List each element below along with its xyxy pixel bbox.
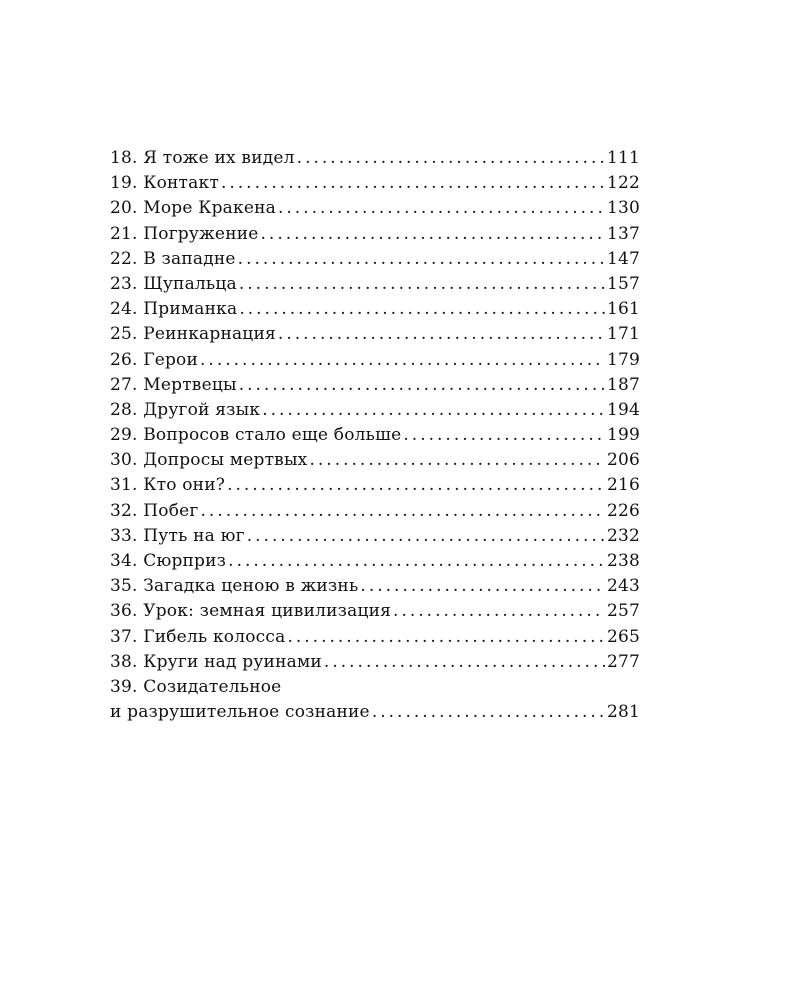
toc-entry xyxy=(110,322,640,347)
toc-entry-page: 265 xyxy=(606,626,640,647)
toc-entry-title: 35. Загадка ценою в жизнь xyxy=(110,576,359,597)
toc-entry-page: 199 xyxy=(606,425,640,446)
toc-entry xyxy=(110,398,640,423)
toc-entry-page: 122 xyxy=(606,173,640,194)
toc-entry-title: 30. Допросы мертвых xyxy=(110,450,308,471)
toc-entry-page: 179 xyxy=(606,349,640,370)
toc-entry xyxy=(110,348,640,373)
dot-leader xyxy=(262,398,605,423)
toc-entry-title: 26. Герои xyxy=(110,349,199,370)
toc-entry-page: 137 xyxy=(606,223,640,244)
toc-entry-title: 36. Урок: земная цивилизация xyxy=(110,601,392,622)
toc-entry xyxy=(110,448,640,473)
toc-entry-page: 216 xyxy=(606,475,640,496)
toc-entry xyxy=(110,499,640,524)
toc-entry xyxy=(110,146,640,171)
toc-entry-title: 21. Погружение xyxy=(110,223,259,244)
toc-entry-title: 32. Побег xyxy=(110,500,199,521)
toc-entry-title: 31. Кто они? xyxy=(110,475,226,496)
toc-entry xyxy=(110,297,640,322)
dot-leader xyxy=(247,524,605,549)
toc-entry-title: 33. Путь на юг xyxy=(110,525,245,546)
toc-entry xyxy=(110,625,640,650)
toc-entry xyxy=(110,423,640,448)
toc-entry-page: 157 xyxy=(606,273,640,294)
toc-entry-title: 20. Море Кракена xyxy=(110,198,276,219)
toc-entry-title: 27. Мертвецы xyxy=(110,374,237,395)
dot-leader xyxy=(239,373,605,398)
dot-leader xyxy=(227,473,605,498)
toc-entry xyxy=(110,196,640,221)
toc-entry xyxy=(110,171,640,196)
toc-entry-title: 34. Сюрприз xyxy=(110,551,227,571)
toc-entry-title: 23. Щупальца xyxy=(110,273,237,294)
toc-entry-title: 29. Вопросов стало еще больше xyxy=(110,425,402,446)
toc-entry xyxy=(110,599,640,624)
table-of-contents xyxy=(110,146,640,725)
toc-entry xyxy=(110,650,640,675)
toc-entry-page: 243 xyxy=(606,576,640,597)
toc-entry-page: 206 xyxy=(606,450,640,471)
dot-leader xyxy=(287,625,604,650)
toc-entry-page: 111 xyxy=(606,148,640,168)
toc-entry-title: 22. В западне xyxy=(110,248,236,269)
toc-entry-page: 130 xyxy=(606,198,640,219)
toc-entry-page: 161 xyxy=(606,299,640,320)
toc-entry xyxy=(110,549,640,574)
toc-entry-title: 38. Круги над руинами xyxy=(110,651,322,672)
toc-entry-title: 37. Гибель колосса xyxy=(110,626,286,647)
dot-leader xyxy=(309,448,604,473)
dot-leader xyxy=(278,322,605,347)
dot-leader xyxy=(372,700,605,725)
dot-leader xyxy=(238,247,605,272)
toc-entry-page: 232 xyxy=(606,525,640,546)
dot-leader xyxy=(360,574,605,599)
toc-entry xyxy=(110,272,640,297)
toc-entry-title: 25. Реинкарнация xyxy=(110,324,276,345)
dot-leader xyxy=(201,499,605,524)
toc-entry-title: 24. Приманка xyxy=(110,299,238,320)
dot-leader xyxy=(403,423,605,448)
toc-entry-title-line1: 39. Созидательное xyxy=(110,676,282,697)
dot-leader xyxy=(200,348,605,373)
toc-entry-page: 277 xyxy=(606,651,640,672)
dot-leader xyxy=(221,171,605,196)
toc-entry-title: 19. Контакт xyxy=(110,173,219,194)
toc-entry-page: 257 xyxy=(606,601,640,622)
dot-leader xyxy=(324,650,605,675)
toc-entry xyxy=(110,524,640,549)
toc-entry-page: 187 xyxy=(606,374,640,395)
toc-entry xyxy=(110,373,640,398)
toc-entry xyxy=(110,473,640,498)
toc-entry xyxy=(110,574,640,599)
toc-entry-page: 171 xyxy=(606,324,640,345)
dot-leader xyxy=(239,297,605,322)
toc-entry-title: 28. Другой язык xyxy=(110,399,261,420)
dot-leader xyxy=(261,222,605,247)
toc-entry-page: 281 xyxy=(606,702,640,723)
toc-entry-page: 238 xyxy=(606,551,640,571)
dot-leader xyxy=(228,549,605,574)
toc-entry-page: 194 xyxy=(606,399,640,420)
toc-entry-title: 18. Я тоже их видел xyxy=(110,148,295,168)
dot-leader xyxy=(393,599,605,624)
toc-entry-page: 226 xyxy=(606,500,640,521)
toc-entry-title-line2: и разрушительное сознание xyxy=(110,702,370,723)
toc-entry xyxy=(110,222,640,247)
dot-leader xyxy=(297,146,605,171)
toc-entry-page: 147 xyxy=(606,248,640,269)
toc-entry xyxy=(110,700,640,725)
dot-leader xyxy=(278,196,605,221)
dot-leader xyxy=(239,272,605,297)
toc-entry xyxy=(110,247,640,272)
